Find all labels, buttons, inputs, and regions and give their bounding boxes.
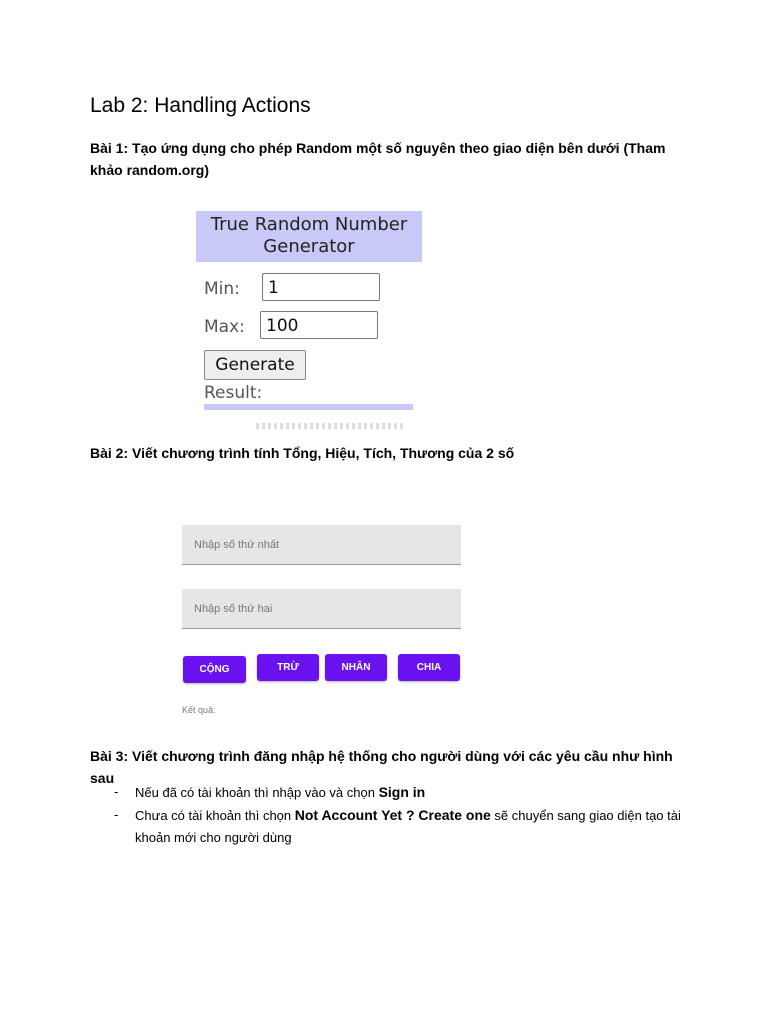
add-button[interactable]: CỘNG: [183, 656, 246, 683]
exercise-1-heading: Bài 1: Tạo ứng dụng cho phép Random một số nguyên theo giao diện bên dưới (Tham khảo random.org): [90, 140, 666, 178]
min-label: Min:: [204, 279, 240, 299]
divide-button[interactable]: CHIA: [398, 654, 460, 681]
first-number-input[interactable]: Nhập số thứ nhất: [182, 525, 461, 565]
max-label: Max:: [204, 317, 245, 337]
generator-header: [196, 211, 422, 262]
list-item: [114, 804, 684, 849]
result-bar: [204, 404, 413, 410]
second-number-input[interactable]: Nhập số thứ hai: [182, 589, 461, 629]
exercise-3-heading: Bài 3: Viết chương trình đăng nhập hệ thống cho người dùng với các yêu cầu như hình sau: [90, 748, 673, 786]
list-item: [114, 781, 684, 804]
exercise-2-heading: Bài 2: Viết chương trình tính Tổng, Hiệu, Tích, Thương của 2 số: [90, 445, 515, 461]
multiply-button[interactable]: NHÂN: [325, 654, 387, 681]
list-item-text: Nếu đã có tài khoản thì nhập vào và chọn: [135, 785, 379, 800]
sign-in-emphasis: Sign in: [378, 784, 426, 800]
generate-button[interactable]: Generate: [204, 350, 306, 380]
result-label: Result:: [204, 383, 263, 403]
cropped-text-remnant: [256, 423, 406, 429]
list-dash: -: [114, 784, 119, 799]
create-account-emphasis: Not Account Yet ? Create one: [294, 807, 491, 823]
requirements-list: [114, 781, 684, 849]
subtract-button[interactable]: TRỪ: [257, 654, 319, 681]
calculator-result-label: Kết quả:: [182, 705, 216, 715]
list-dash: -: [114, 807, 119, 822]
max-input[interactable]: 100: [260, 311, 378, 339]
page-title: Lab 2: Handling Actions: [90, 94, 311, 117]
min-input[interactable]: 1: [262, 273, 380, 301]
generator-header-line2: Generator: [263, 236, 355, 257]
list-item-text-after: sẽ chuyển sang giao diện tạo tài khoản mới cho người dùng: [135, 808, 681, 845]
list-item-text: Chưa có tài khoản thì chọn: [135, 808, 295, 823]
random-generator-figure: [196, 211, 422, 429]
generator-header-line1: True Random Number: [210, 214, 408, 235]
